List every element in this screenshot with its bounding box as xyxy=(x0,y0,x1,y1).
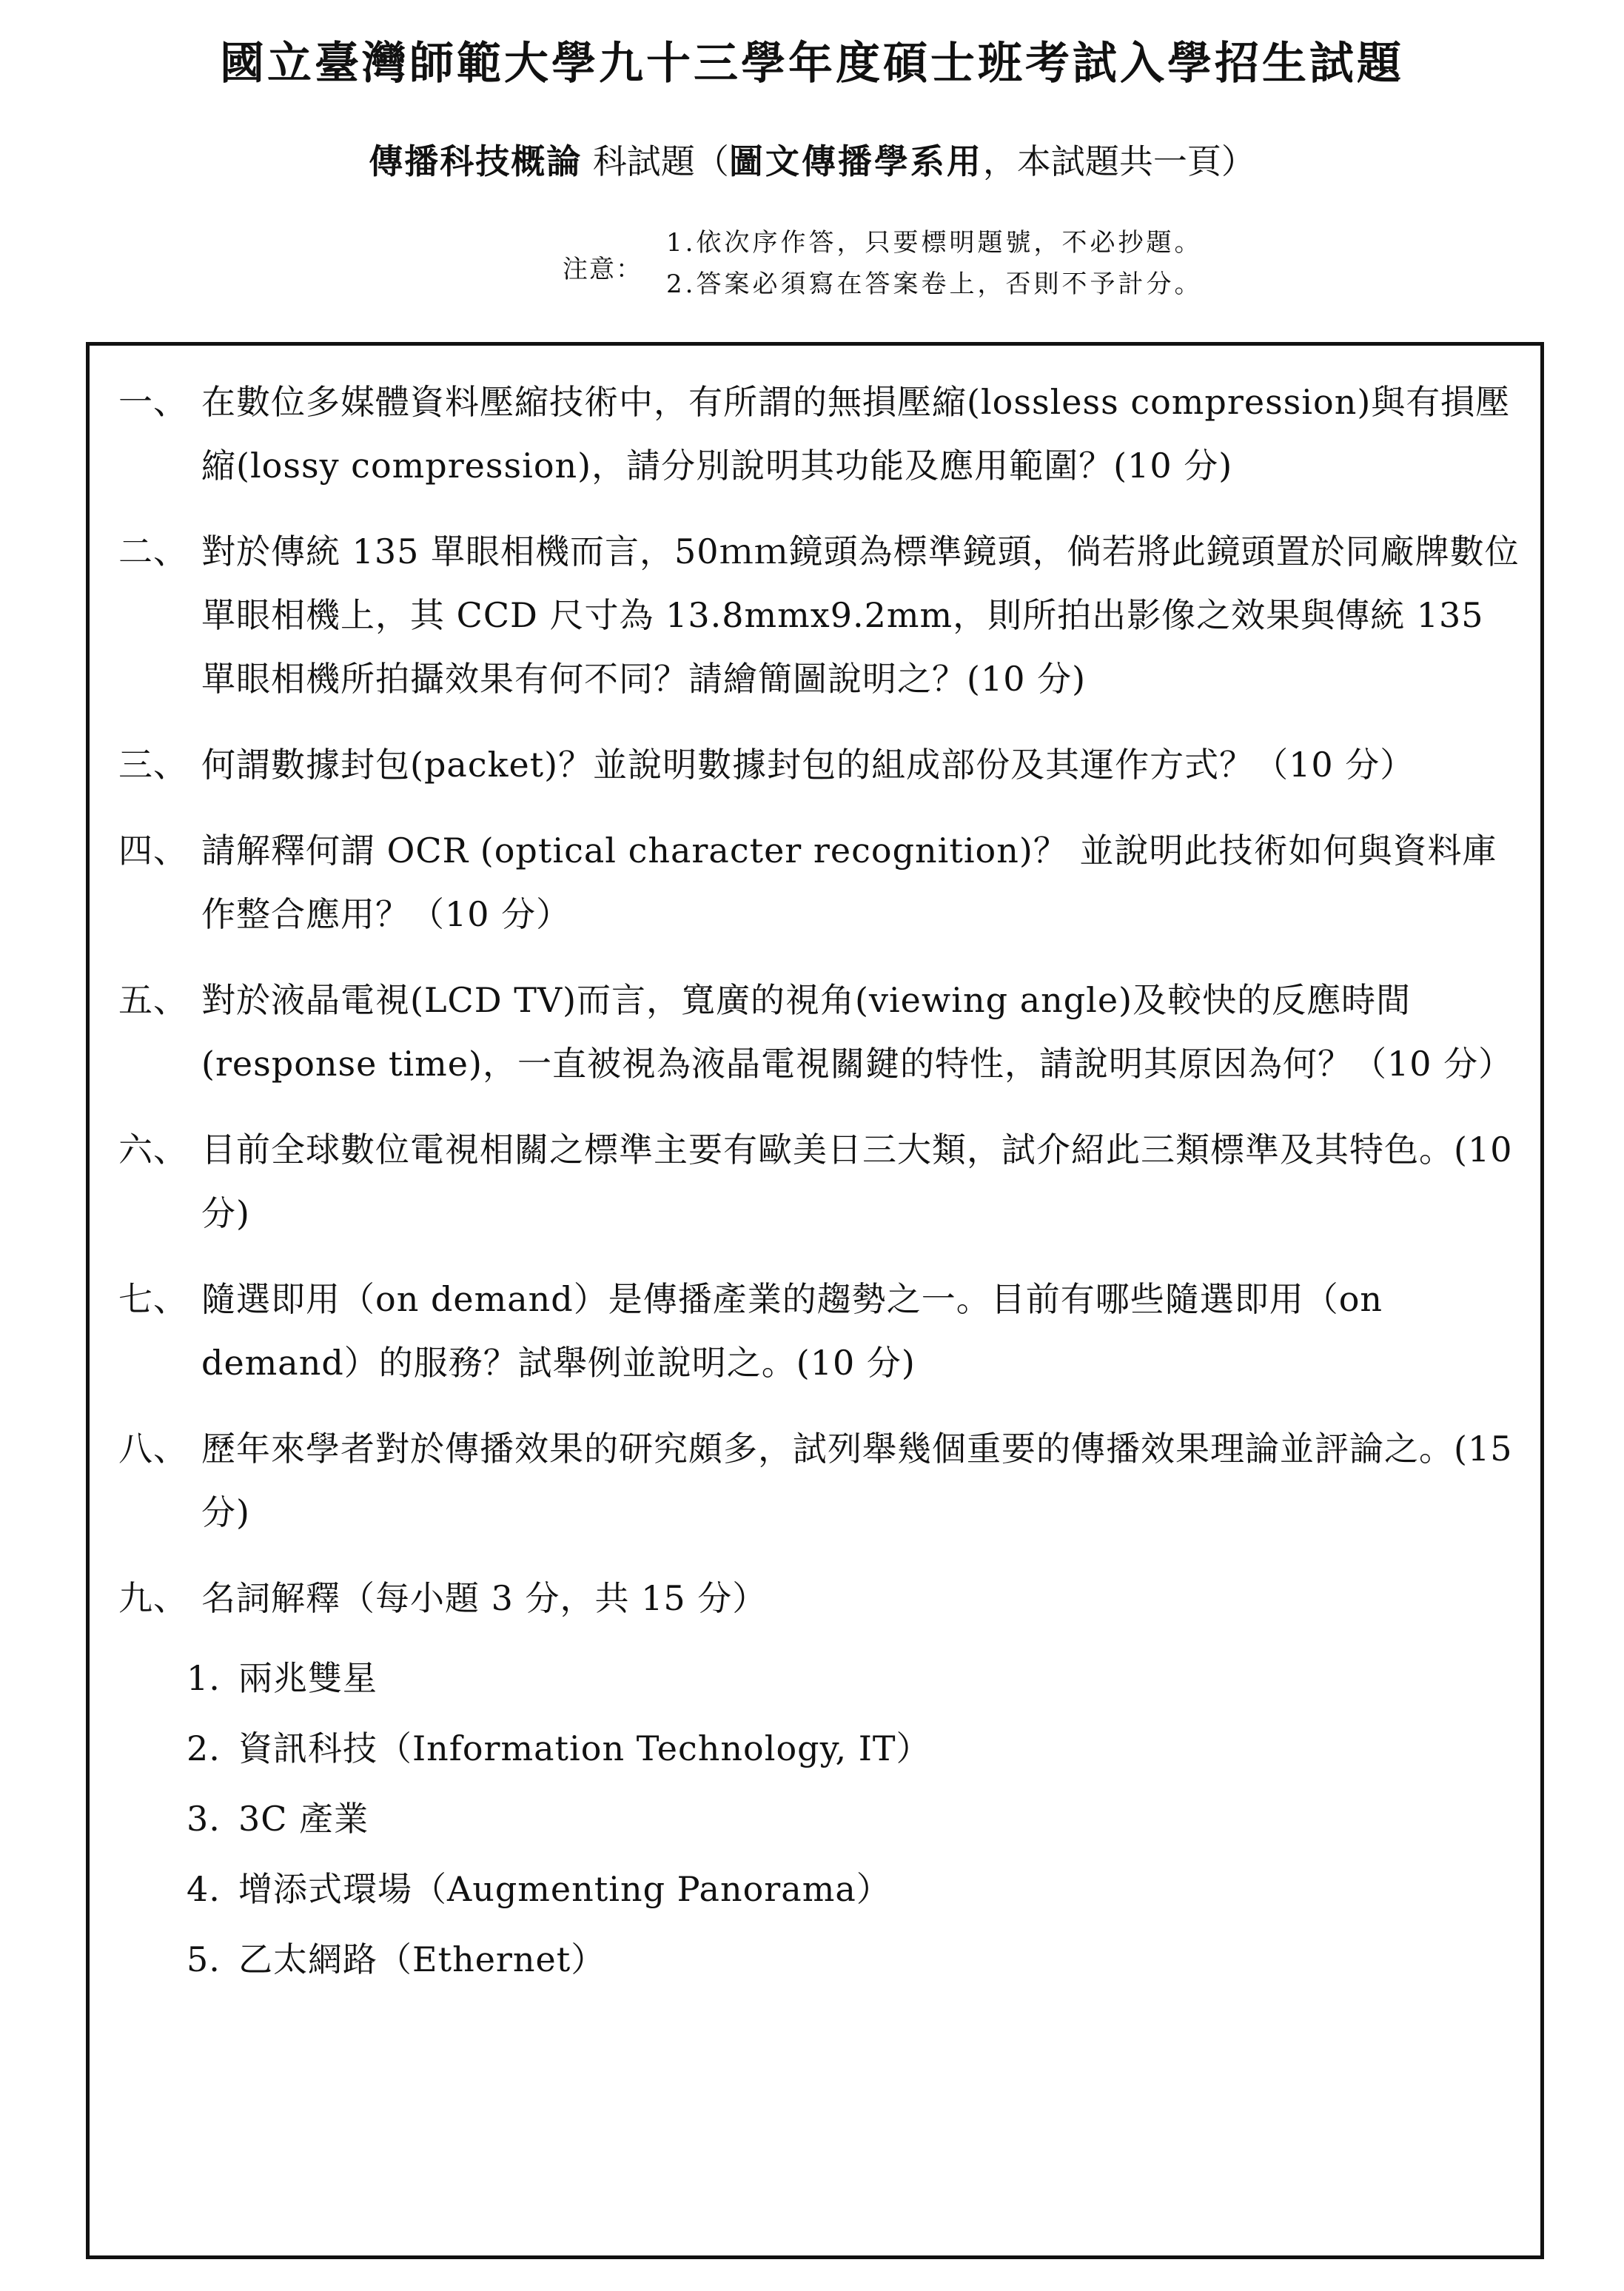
term-list xyxy=(118,1643,1547,1995)
question-number: 八、 xyxy=(118,1429,188,1469)
question-6 xyxy=(118,1118,1526,1245)
term-number: 2. xyxy=(187,1728,221,1768)
department-name: 圖文傳播學系用 xyxy=(728,141,983,181)
question-text: 請解釋何謂 OCR (optical character recognition)？ 並說明此技術如何與資料庫作整合應用？（10 分） xyxy=(201,831,1497,934)
notes-label: 注意： xyxy=(563,255,642,284)
note-line: 1.依次序作答，只要標明題號，不必抄題。 xyxy=(666,228,1203,258)
question-number: 六、 xyxy=(118,1130,188,1170)
question-text: 對於傳統 135 單眼相機而言，50ｍｍ鏡頭為標準鏡頭，倘若將此鏡頭置於同廠牌數位單眼相機上，其 CCD 尺寸為 13.8mmx9.2mm，則所拍出影像之效果與傳統 135 單眼相機所拍攝效果有何不同？請繪簡圖說明之？(10 分) xyxy=(201,531,1520,699)
term-number: 1. xyxy=(187,1658,221,1698)
term-item xyxy=(187,1925,1547,1995)
question-5 xyxy=(118,968,1526,1096)
question-list xyxy=(118,370,1547,1995)
question-text: 隨選即用（on demand）是傳播產業的趨勢之一。目前有哪些隨選即用（on demand）的服務？試舉例並說明之。(10 分) xyxy=(201,1279,1383,1383)
term-number: 4. xyxy=(187,1869,221,1909)
question-3 xyxy=(118,733,1526,796)
question-4 xyxy=(118,819,1526,946)
page-info: ，本試題共一頁） xyxy=(982,141,1255,181)
question-number: 四、 xyxy=(118,831,188,871)
term-item xyxy=(187,1784,1547,1854)
question-text: 名詞解釋（每小題 3 分，共 15 分） xyxy=(201,1578,768,1618)
subject-suffix: 科試題（ xyxy=(592,141,729,181)
question-2 xyxy=(118,520,1526,711)
question-text: 對於液晶電視(LCD TV)而言，寬廣的視角(viewing angle)及較快的反應時間(response time)，一直被視為液晶電視關鍵的特性，請說明其原因為何？（10 分） xyxy=(201,980,1514,1084)
question-text: 何謂數據封包(packet)？並說明數據封包的組成部份及其運作方式？（10 分） xyxy=(201,745,1415,785)
term-item xyxy=(187,1643,1547,1714)
question-number: 五、 xyxy=(118,980,188,1020)
question-number: 七、 xyxy=(118,1279,188,1319)
question-text: 目前全球數位電視相關之標準主要有歐美日三大類，試介紹此三類標準及其特色。(10 分) xyxy=(201,1130,1513,1233)
question-number: 二、 xyxy=(118,531,188,571)
question-text: 在數位多媒體資料壓縮技術中，有所謂的無損壓縮(lossless compression)與有損壓縮(lossy compression)，請分別說明其功能及應用範圍？(10 分) xyxy=(201,382,1511,486)
term-text: 兩兆雙星 xyxy=(238,1658,378,1698)
note-line: 2.答案必須寫在答案卷上，否則不予計分。 xyxy=(666,269,1203,299)
term-text: 資訊科技（Information Technology, IT） xyxy=(238,1728,931,1768)
term-item xyxy=(187,1714,1547,1784)
question-8 xyxy=(118,1417,1526,1544)
term-text: 3C 產業 xyxy=(238,1799,369,1839)
term-text: 乙太網路（Ethernet） xyxy=(238,1939,606,1979)
term-item xyxy=(187,1854,1547,1925)
notes-lines xyxy=(666,222,1202,305)
question-number: 一、 xyxy=(118,382,188,422)
question-1 xyxy=(118,370,1526,497)
term-number: 5. xyxy=(187,1939,221,1979)
question-text: 歷年來學者對於傳播效果的研究頗多，試列舉幾個重要的傳播效果理論並評論之。(15 分) xyxy=(201,1429,1513,1532)
subject-name: 傳播科技概論 xyxy=(369,141,583,181)
question-7 xyxy=(118,1267,1526,1395)
question-number: 九、 xyxy=(118,1578,188,1618)
exam-title: 國立臺灣師範大學九十三學年度碩士班考試入學招生試題 xyxy=(220,38,1404,90)
question-number: 三、 xyxy=(118,745,188,785)
question-9 xyxy=(118,1566,1526,1630)
term-number: 3. xyxy=(187,1799,221,1839)
term-text: 增添式環場（Augmenting Panorama） xyxy=(238,1869,891,1909)
exam-subtitle xyxy=(0,135,1624,184)
